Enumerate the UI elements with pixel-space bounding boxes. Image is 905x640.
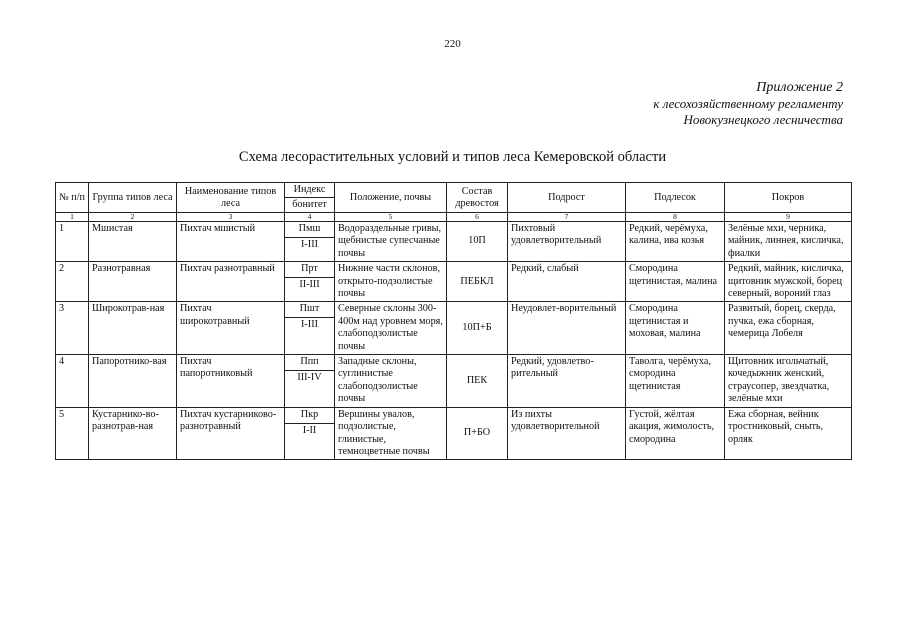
cell-undergrowth: Пихтовый удовлетворительный (508, 222, 626, 262)
cell-composition: ПЕК (447, 355, 508, 408)
table-row (56, 262, 852, 278)
cell-bonitet: II-III (285, 278, 335, 302)
header-group: Группа типов леса (89, 183, 177, 213)
cell-index-code: Пкр (285, 407, 335, 423)
cell-underbrush: Смородина щетинистая и моховая, малина (626, 302, 725, 355)
column-number: 4 (285, 213, 335, 222)
cell-num: 1 (56, 222, 89, 262)
table-row (56, 222, 852, 238)
cell-name: Пихтач широкотравный (177, 302, 285, 355)
cell-composition: 10П (447, 222, 508, 262)
appendix-line-1: Приложение 2 (756, 80, 843, 95)
forest-types-table (55, 182, 852, 460)
cell-index-code: Ппп (285, 355, 335, 371)
cell-underbrush: Смородина щетинистая, малина (626, 262, 725, 302)
page-number: 220 (444, 38, 461, 50)
cell-bonitet: III-IV (285, 371, 335, 408)
appendix-line-2: к лесохозяйственному регламенту (653, 96, 843, 111)
table-row (56, 302, 852, 318)
document-title: Схема лесорастительных условий и типов леса Кемеровской области (238, 149, 667, 165)
cell-undergrowth: Неудовлет-ворительный (508, 302, 626, 355)
cell-group: Кустарнико-во-разнотрав-ная (89, 407, 177, 460)
header-position: Положение, почвы (335, 183, 447, 213)
cell-position: Водораздельные гривы, щебнистые супесчаные почвы (335, 222, 447, 262)
cell-name: Пихтач кустарниково-разнотравный (177, 407, 285, 460)
cell-group: Разнотравная (89, 262, 177, 302)
cell-bonitet: I-III (285, 238, 335, 262)
column-number: 7 (508, 213, 626, 222)
column-number: 5 (335, 213, 447, 222)
header-index: Индекс (285, 183, 335, 198)
cell-position: Западные склоны, суглинистые слабоподзолистые почвы (335, 355, 447, 408)
cell-num: 3 (56, 302, 89, 355)
header-num: № п/п (56, 183, 89, 213)
column-number: 6 (447, 213, 508, 222)
cell-composition: ПЕБКЛ (447, 262, 508, 302)
cell-cover: Редкий, майник, кисличка, щитовник мужской, борец северный, вороний глаз (725, 262, 852, 302)
appendix-note (653, 80, 843, 128)
column-number: 3 (177, 213, 285, 222)
cell-position: Вершины увалов, подзолистые, глинистые, темноцветные почвы (335, 407, 447, 460)
cell-index-code: Прт (285, 262, 335, 278)
cell-composition: П+БО (447, 407, 508, 460)
cell-cover: Щитовник игольчатый, кочедыжник женский, страусопер, звездчатка, зелёные мхи (725, 355, 852, 408)
header-cover: Покров (725, 183, 852, 213)
cell-index-code: Пшт (285, 302, 335, 318)
cell-group: Папоротнико-вая (89, 355, 177, 408)
table-row (56, 355, 852, 371)
cell-group: Широкотрав-ная (89, 302, 177, 355)
cell-group: Мшистая (89, 222, 177, 262)
header-undergrowth: Подрост (508, 183, 626, 213)
cell-name: Пихтач папоротниковый (177, 355, 285, 408)
cell-name: Пихтач разнотравный (177, 262, 285, 302)
header-bonitet: бонитет (285, 198, 335, 213)
header-underbrush: Подлесок (626, 183, 725, 213)
cell-underbrush: Таволга, черёмуха, смородина щетинистая (626, 355, 725, 408)
cell-underbrush: Густой, жёлтая акация, жимолость, смородина (626, 407, 725, 460)
cell-num: 4 (56, 355, 89, 408)
cell-bonitet: I-III (285, 318, 335, 355)
cell-position: Северные склоны 300-400м над уровнем моря, слабоподзолистые почвы (335, 302, 447, 355)
column-number: 9 (725, 213, 852, 222)
cell-cover: Ежа сборная, вейник тростниковый, сныть, орляк (725, 407, 852, 460)
appendix-line-3: Новокузнецкого лесничества (683, 112, 843, 127)
cell-num: 5 (56, 407, 89, 460)
cell-underbrush: Редкий, черёмуха, калина, ива козья (626, 222, 725, 262)
column-number: 1 (56, 213, 89, 222)
cell-undergrowth: Редкий, удовлетво-рительный (508, 355, 626, 408)
cell-position: Нижние части склонов, открыто-подзолистые почвы (335, 262, 447, 302)
header-composition: Состав древостоя (447, 183, 508, 213)
table-row (56, 407, 852, 423)
cell-bonitet: I-II (285, 423, 335, 460)
cell-cover: Зелёные мхи, черника, майник, линнея, кисличка, фиалки (725, 222, 852, 262)
cell-undergrowth: Из пихты удовлетворительной (508, 407, 626, 460)
header-name: Наименование типов леса (177, 183, 285, 213)
cell-index-code: Пмш (285, 222, 335, 238)
cell-name: Пихтач мшистый (177, 222, 285, 262)
column-number: 2 (89, 213, 177, 222)
column-number: 8 (626, 213, 725, 222)
cell-cover: Развитый, борец, скерда, пучка, ежа сборная, чемерица Лобеля (725, 302, 852, 355)
cell-num: 2 (56, 262, 89, 302)
cell-undergrowth: Редкий, слабый (508, 262, 626, 302)
cell-composition: 10П+Б (447, 302, 508, 355)
